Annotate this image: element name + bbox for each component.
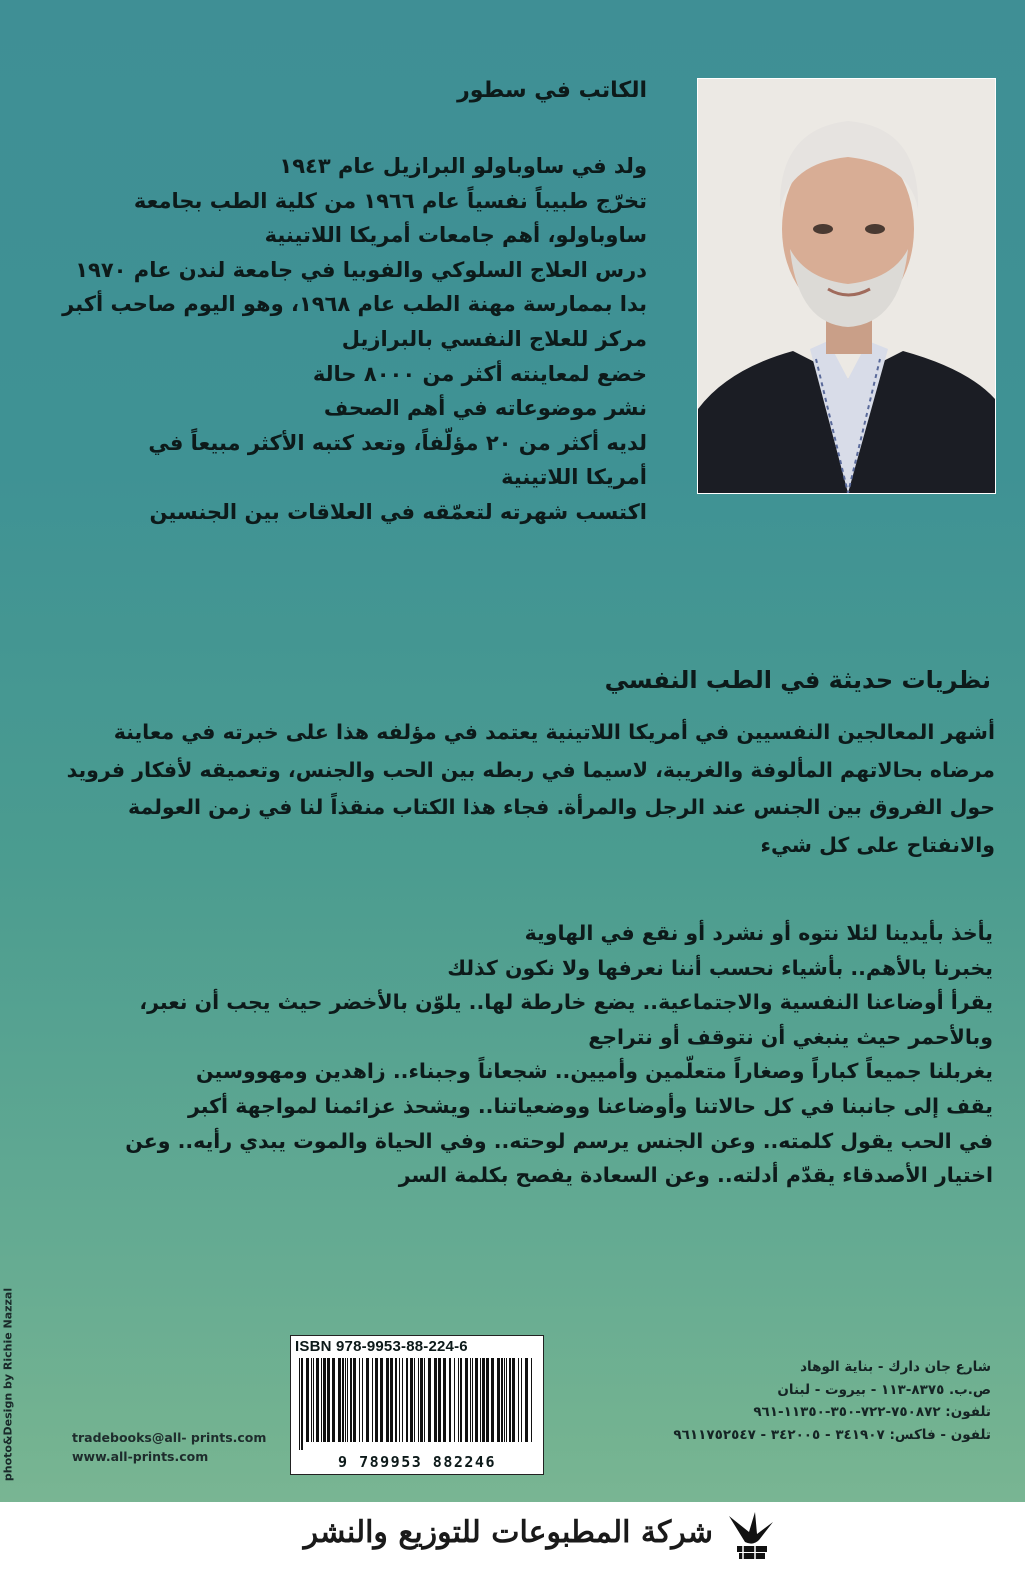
- blurb-line: يقرأ أوضاعنا النفسية والاجتماعية.. يضع خارطة لها.. يلوّن بالأخضر حيث يجب أن نعبر،: [139, 990, 993, 1015]
- isbn-barcode: [290, 1335, 544, 1475]
- description-line: حول الفروق بين الجنس عند الرجل والمرأة. فجاء هذا الكتاب منقذاً لنا في زمن العولمة: [128, 795, 995, 819]
- book-description: [35, 714, 995, 864]
- bio-line: أمريكا اللاتينية: [501, 465, 647, 490]
- website-link[interactable]: www.all-prints.com: [72, 1449, 209, 1464]
- author-section: [47, 78, 647, 530]
- bio-line: نشر موضوعاته في أهم الصحف: [323, 396, 647, 421]
- isbn-number: ISBN 978-9953-88-224-6: [295, 1338, 468, 1355]
- publisher-web-contacts: [72, 1428, 266, 1466]
- bio-line: ولد في ساوباولو البرازيل عام ١٩٤٣: [279, 154, 647, 178]
- blurb-line: اختيار الأصدقاء يقدّم أدلته.. وعن السعادة يفصح بكلمة السر: [398, 1163, 993, 1188]
- author-photo: [697, 78, 996, 494]
- blurb-line: في الحب يقول كلمته.. وعن الجنس يرسم لوحته.. وفي الحياة والموت يبدي رأيه.. وعن: [125, 1128, 993, 1153]
- blurb-line: يخبرنا بالأهم.. بأشياء نحسب أننا نعرفها ولا نكون كذلك: [447, 955, 993, 980]
- ean-number: 9 789953 882246: [338, 1453, 496, 1471]
- bio-line: درس العلاج السلوكي والفوبيا في جامعة لندن عام ١٩٧٠: [75, 257, 647, 282]
- address-line: شارع جان دارك - بناية الوهاد: [800, 1359, 991, 1375]
- blurb-line: يغربلنا جميعاً كباراً وصغاراً متعلّمين وأميين.. شجعاناً وجبناء.. زاهدين ومهووسين: [196, 1059, 993, 1084]
- publisher-address: [531, 1356, 991, 1446]
- address-line: تلفون: ٧٥٠٨٧٢-٧٢٢-٣٥٠-١١٣٥٠-٩٦١: [753, 1404, 991, 1420]
- bio-line: مركز للعلاج النفسي بالبرازيل: [341, 326, 647, 351]
- bio-line: اكتسب شهرته لتعمّقه في العلاقات بين الجنسين: [149, 499, 647, 524]
- book-title: نظريات حديثة في الطب النفسي: [604, 666, 991, 694]
- blurb-line: يقف إلى جانبنا في كل حالاتنا وأوضاعنا ووضعياتنا.. ويشحذ عزائمنا لمواجهة أكبر: [187, 1093, 993, 1118]
- bio-line: بدا بممارسة مهنة الطب عام ١٩٦٨، وهو اليوم صاحب أكبر: [62, 292, 647, 317]
- address-line: ص.ب. ٨٣٧٥-١١٣ - بيروت - لبنان: [777, 1381, 991, 1398]
- description-line: أشهر المعالجين النفسيين في أمريكا اللاتينية يعتمد في مؤلفه هذا على خبرته في معاينة: [113, 720, 995, 744]
- description-line: والانفتاح على كل شيء: [760, 832, 995, 857]
- email-link[interactable]: tradebooks@all- prints.com: [72, 1430, 267, 1445]
- barcode-bars: [297, 1358, 537, 1450]
- address-line: تلفون - فاكس: ٣٤١٩٠٧ - ٣٤٢٠٠٥ - ٩٦١١٧٥٢٥٤٧: [673, 1426, 991, 1443]
- description-line: مرضاه بحالاتهم المألوفة والغريبة، لاسيما في ربطه بين الحب والجنس، وتعميقه لأفكار فرويد: [66, 757, 995, 782]
- book-blurb: [33, 916, 993, 1193]
- author-heading: الكاتب في سطور: [457, 78, 647, 103]
- bird-on-books-icon: [725, 1508, 777, 1564]
- bio-line: تخرّج طبيباً نفسياً عام ١٩٦٦ من كلية الطب بجامعة: [133, 188, 647, 213]
- blurb-line: وبالأحمر حيث ينبغي أن نتوقف أو نتراجع: [588, 1024, 993, 1049]
- bio-line: ساوباولو، أهم جامعات أمريكا اللاتينية: [264, 223, 647, 248]
- publisher-name: شركة المطبوعات للتوزيع والنشر: [303, 1515, 713, 1550]
- photo-design-credit: photo&Design by Richie Nazzal: [1, 1287, 15, 1482]
- blurb-line: يأخذ بأيدينا لئلا نتوه أو نشرد أو نقع في الهاوية: [524, 921, 993, 945]
- author-bio: [47, 149, 647, 530]
- bio-line: لديه أكثر من ٢٠ مؤلّفاً، وتعد كتبه الأكثر مبيعاً في: [148, 430, 647, 455]
- bio-line: خضع لمعاينته أكثر من ٨٠٠٠ حالة: [312, 361, 647, 386]
- author-portrait-image: [698, 79, 995, 493]
